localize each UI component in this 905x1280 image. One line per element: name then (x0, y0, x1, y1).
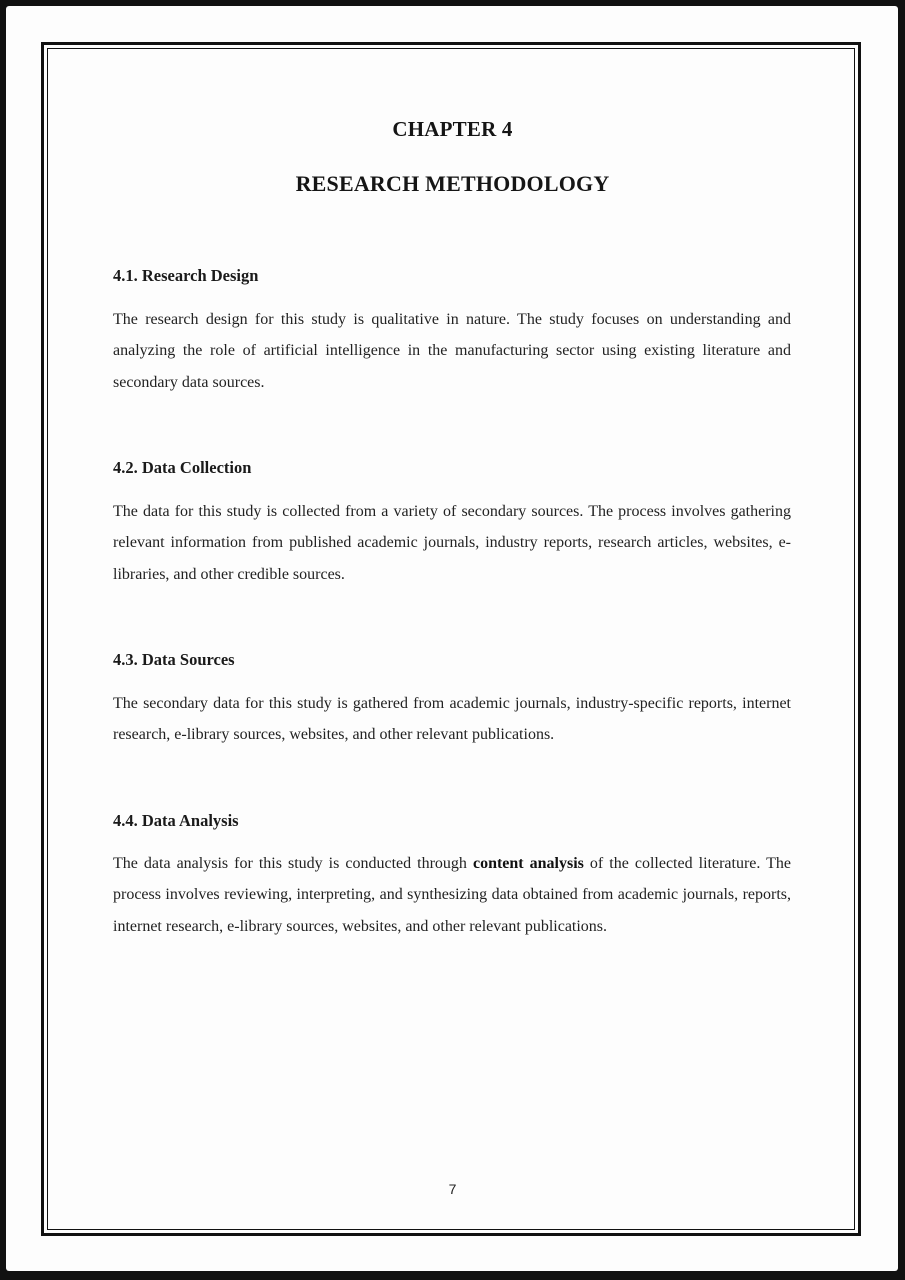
section-text-data-collection: The data for this study is collected from a variety of secondary sources. The process involves gathering relevant information from published academic journals, industry reports, research articles, websites, e-libraries, and other credible sources. (113, 503, 791, 583)
section-text-data-sources: The secondary data for this study is gathered from academic journals, industry-specific reports, internet research, e-library sources, websites, and other relevant publications. (113, 695, 791, 744)
data-analysis-emphasis: content analysis (472, 855, 584, 872)
section-heading-data-collection: 4.2. Data Collection (113, 458, 252, 477)
page-border-inner (47, 48, 855, 1230)
chapter-title: RESEARCH METHODOLOGY (295, 171, 610, 196)
section-heading-data-sources: 4.3. Data Sources (113, 650, 235, 669)
section-text-data-analysis (113, 848, 791, 942)
page-border (41, 42, 861, 1236)
chapter-number: CHAPTER 4 (392, 117, 513, 141)
data-analysis-text-end: of the collected literature. The process involves reviewing, interpreting, and synthesizing data obtained from academic journals, reports, internet research, e-library sources, websites, and other relevant publications. (113, 855, 791, 935)
section-heading-research-design: 4.1. Research Design (113, 266, 259, 285)
data-analysis-text-start: The data analysis for this study is conducted through (113, 855, 473, 872)
section-text-research-design: The research design for this study is qualitative in nature. The study focuses on understanding and analyzing the role of artificial intelligence in the manufacturing sector using existing literature and secondary data sources. (113, 311, 791, 391)
section-heading-data-analysis: 4.4. Data Analysis (113, 811, 239, 830)
page-number: 7 (448, 1181, 457, 1197)
